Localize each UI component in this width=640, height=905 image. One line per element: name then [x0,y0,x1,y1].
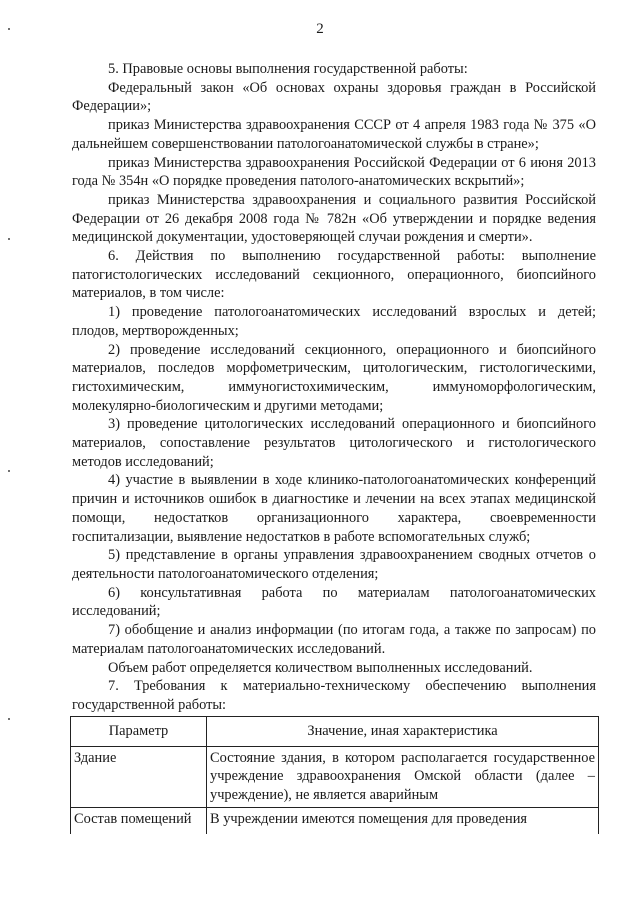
action-item: 7) обобщение и анализ информации (по итогам года, а также по запросам) по материалам патологоанатомических исследований. [72,622,596,657]
section-7-heading: 7. Требования к материально-техническому обеспечению выполнения государственной работы: [72,678,596,713]
row-param-building: Здание [71,746,207,807]
document-body [72,60,596,715]
requirements-table [70,716,599,834]
column-header-value: Значение, иная характеристика [207,717,599,747]
action-item: 6) консультативная работа по материалам патологоанатомических исследований; [72,584,596,620]
section-6-heading: 6. Действия по выполнению государственной работы: выполнение патогистологических исследований секционного, операционного, биопсийного материалов, в том числе: [72,248,596,302]
action-item: 2) проведение исследований секционного, операционного и биопсийного материалов, последов морфометрическим, цитологическим, гистологическими, гистохимическим, иммуногистохимическим, иммуноморфологическим, молекулярно-биологическим и другими методами; [72,341,596,414]
table-row [71,807,599,834]
margin-mark [8,718,10,720]
action-item: 4) участие в выявлении в ходе клинико-патологоанатомических конференций причин и источников ошибок в диагностике и лечении на всех этапах медицинской помощи, недостатков организационного характера, своевременности госпитализации, выявление недостатков в работе вспомогательных служб; [72,472,596,545]
row-value-premises: В учреждении имеются помещения для проведения [207,807,599,834]
margin-mark [8,238,10,240]
table-row [71,746,599,807]
column-header-parameter: Параметр [71,717,207,747]
action-item: 1) проведение патологоанатомических исследований взрослых и детей; плодов, мертворожденных; [72,304,596,339]
section-5-heading: 5. Правовые основы выполнения государственной работы: [108,61,468,77]
legal-basis-item: приказ Министерства здравоохранения и социального развития Российской Федерации от 26 декабря 2008 года № 782н «Об утверждении и порядке ведения медицинской документации, удостоверяющей случаи рождения и смерти». [72,191,596,246]
row-value-building: Состояние здания, в котором располагается государственное учреждение здравоохранения Омской области (далее – учреждение), не является аварийным [207,746,599,807]
row-param-premises: Состав помещений [71,807,207,834]
page-number: 2 [316,21,324,37]
legal-basis-item: Федеральный закон «Об основах охраны здоровья граждан в Российской Федерации»; [72,79,596,115]
action-item: 5) представление в органы управления здравоохранением сводных отчетов о деятельности патологоанатомического отделения; [72,547,596,582]
volume-note: Объем работ определяется количеством выполненных исследований. [108,659,533,676]
legal-basis-item: приказ Министерства здравоохранения Российской Федерации от 6 июня 2013 года № 354н «О порядке проведения патолого-анатомических вскрытий»; [72,154,596,190]
action-item: 3) проведение цитологических исследований операционного и биопсийного материалов, сопоставление результатов цитологического и гистологического методов исследований; [72,416,596,470]
table-header-row [71,717,599,747]
margin-mark [8,470,10,472]
margin-mark [8,28,10,30]
legal-basis-item: приказ Министерства здравоохранения СССР от 4 апреля 1983 года № 375 «О дальнейшем совершенствовании патологоанатомической службы в стране»; [72,117,596,152]
